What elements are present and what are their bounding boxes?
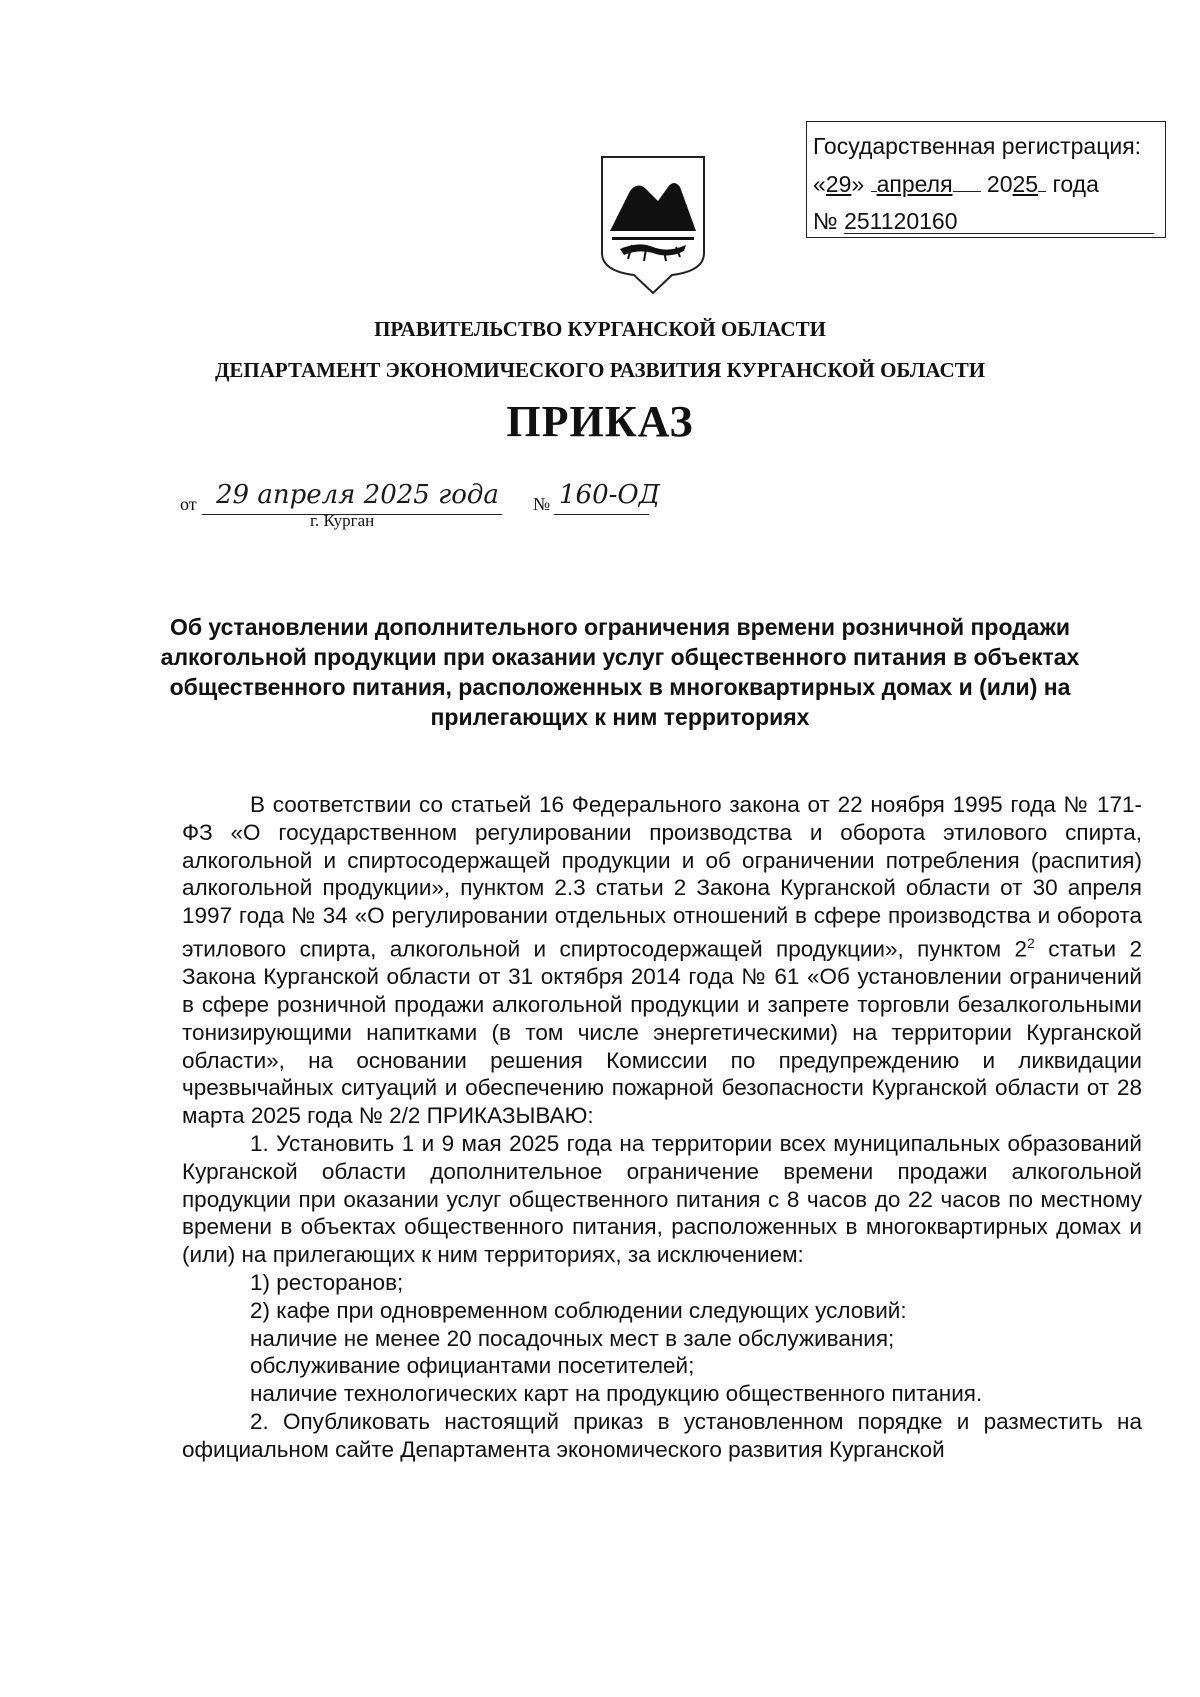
city-label: г. Курган	[310, 511, 375, 530]
condition-1: наличие не менее 20 посадочных мест в зале обслуживания;	[250, 1325, 895, 1351]
coat-of-arms-emblem	[598, 153, 708, 298]
number-label: №	[533, 494, 551, 514]
open-quote: «	[813, 171, 826, 197]
registration-date	[813, 165, 1165, 203]
preamble-part-a: В соответствии со статьей 16 Федерального закона от 22 ноября 1995 года № 171-ФЗ «О государственном регулировании производства и оборота этилового спирта, алкогольной и спиртосодержащей продукции и об ограничении потребления (распития) алкогольной продукции», пунктом 2.3 статьи 2 Закона Курганской области от 30 апреля 1997 года № 34 «О регулировании отдельных отношений в сфере производства и оборота этилового спирта, алкогольной и спиртосодержащей продукции», пунктом 2	[182, 792, 1142, 962]
condition-3: наличие технологических карт на продукцию общественного питания.	[250, 1381, 983, 1407]
item-1-paragraph: 1. Установить 1 и 9 мая 2025 года на территории всех муниципальных образований Курганской области дополнительное ограничение времени продажи алкогольной продукции при оказании услуг общественного питания с 8 часов до 22 часов по местному времени в объектах общественного питания, расположенных в многоквартирных домах и (или) на прилегающих к ним территориях, за исключением:	[182, 1131, 1142, 1268]
registration-year-suffix: 25	[1012, 171, 1039, 197]
close-quote: »	[851, 171, 865, 197]
registration-year-word: года	[1052, 171, 1099, 197]
registration-number-line	[813, 203, 1165, 240]
preamble-part-b: статьи 2 Закона Курганской области от 31 октября 2014 года № 61 «Об установлении ограничений в сфере розничной продажи алкогольной продукции и запрете торговли безалкогольными тонизирующими напитками (в том числе энергетическими) на территории Курганской области», на основании решения Комиссии по предупреждению и ликвидации чрезвычайных ситуаций и обеспечению пожарной безопасности Курганской области от 28 марта 2025 года № 2/2 ПРИКАЗЫВАЮ:	[182, 936, 1143, 1129]
registration-month: апреля	[876, 171, 953, 197]
from-label: от	[180, 494, 197, 514]
order-date-row	[180, 480, 660, 520]
registration-number-label: №	[813, 208, 838, 234]
document-title: Об установлении дополнительного ограничения времени розничной продажи алкогольной продукции при оказании услуг общественного питания в объектах общественного питания, расположенных в многоквартирных домах и (или) на прилегающих к ним территориях	[160, 614, 1080, 730]
preamble-paragraph	[182, 791, 1142, 1130]
item-2-paragraph: 2. Опубликовать настоящий приказ в установленном порядке и разместить на официальном сайте Департамента экономического развития Курганской	[182, 1409, 1142, 1462]
registration-title: Государственная регистрация:	[813, 133, 1142, 159]
registration-day: 29	[825, 171, 852, 197]
document-type-heading: ПРИКАЗ	[506, 397, 694, 446]
subitem-1: 1) ресторанов;	[250, 1270, 404, 1296]
document-body	[182, 791, 1142, 1464]
government-heading: ПРАВИТЕЛЬСТВО КУРГАНСКОЙ ОБЛАСТИ	[374, 317, 826, 341]
number-underline	[554, 514, 649, 515]
subitem-2: 2) кафе при одновременном соблюдении следующих условий:	[250, 1297, 907, 1323]
registration-box	[806, 121, 1166, 238]
registration-year-prefix: 20	[986, 171, 1013, 197]
registration-number: 251120160	[844, 208, 958, 234]
condition-2: обслуживание официантами посетителей;	[250, 1353, 695, 1379]
department-heading: ДЕПАРТАМЕНТ ЭКОНОМИЧЕСКОГО РАЗВИТИЯ КУРГАНСКОЙ ОБЛАСТИ	[214, 358, 986, 382]
handwritten-date: 29 апреля 2025 года	[216, 480, 499, 510]
handwritten-number: 160-ОД	[559, 480, 660, 510]
preamble-superscript: 2	[1027, 934, 1035, 951]
